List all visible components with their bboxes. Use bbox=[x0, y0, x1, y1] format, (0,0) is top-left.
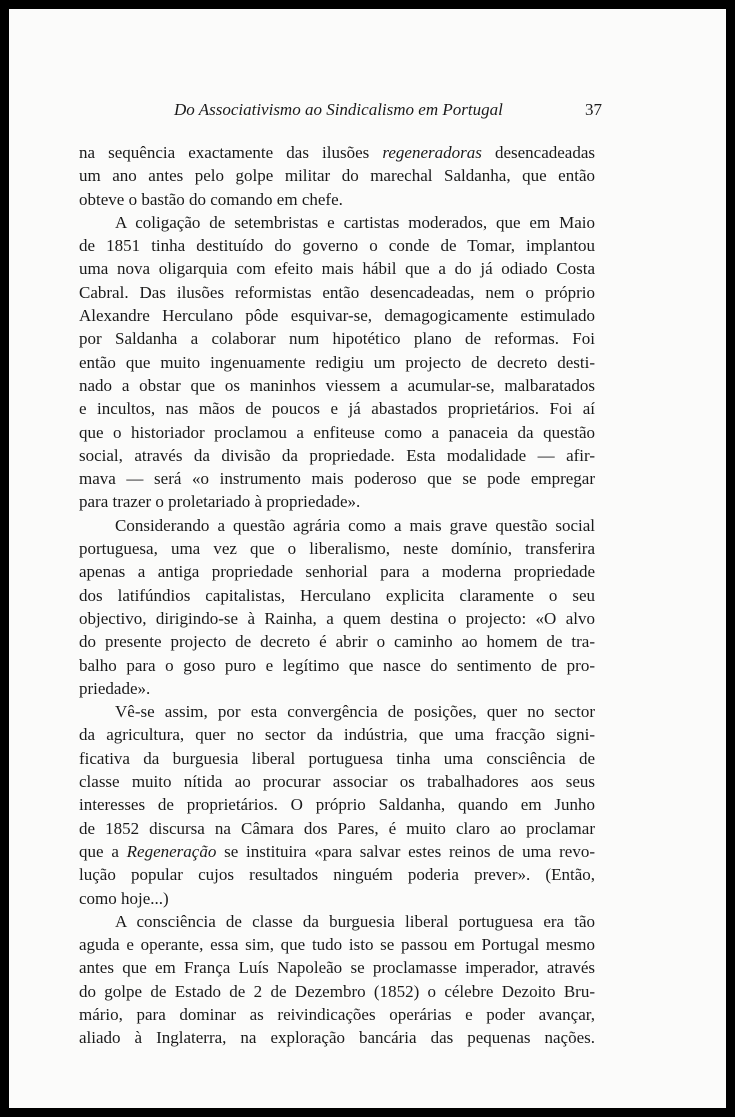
text-line: apenas a antiga propriedade senhorial para a moderna propriedade bbox=[79, 562, 595, 582]
text-line: de 1852 discursa na Câmara dos Pares, é muito claro ao proclamar bbox=[79, 818, 595, 838]
text-line: A coligação de setembristas e cartistas moderados, que em Maio bbox=[115, 212, 595, 232]
text-line: interesses de proprietários. O próprio Saldanha, quando em Junho bbox=[79, 795, 595, 815]
text-line: na sequência exactamente das ilusões regeneradoras desencadeadas bbox=[79, 143, 595, 162]
text-line: portuguesa, uma vez que o liberalismo, neste domínio, transferira bbox=[79, 539, 595, 559]
text-line: mava — será «o instrumento mais poderoso que se pode empregar bbox=[79, 469, 595, 489]
text-line: mário, para dominar as reivindicações operárias e poder avançar, bbox=[79, 1004, 595, 1024]
text-line: antes que em França Luís Napoleão se proclamasse imperador, através bbox=[79, 958, 595, 978]
text-line: Vê-se assim, por esta convergência de posições, quer no sector bbox=[115, 702, 595, 722]
text-line: nado a obstar que os maninhos viessem a acumular-se, malbaratados bbox=[79, 375, 595, 395]
text-line: Alexandre Herculano pôde esquivar-se, demagogicamente estimulado bbox=[79, 306, 595, 326]
text-line: da agricultura, quer no sector da indústria, que uma fracção signi- bbox=[79, 725, 595, 745]
text-line: Considerando a questão agrária como a mais grave questão social bbox=[115, 515, 595, 535]
text-line: ficativa da burguesia liberal portuguesa tinha uma consciência de bbox=[79, 748, 595, 768]
text-line: aliado à Inglaterra, na exploração bancária das pequenas nações. bbox=[79, 1028, 595, 1048]
text-line: uma nova oligarquia com efeito mais hábil que a do já odiado Costa bbox=[79, 259, 595, 279]
text-line: e incultos, nas mãos de poucos e já abastados proprietários. Foi aí bbox=[79, 399, 595, 419]
text-line: aguda e operante, essa sim, que tudo isto se passou em Portugal mesmo bbox=[79, 935, 595, 955]
text-line: que o historiador proclamou a enfiteuse como a panaceia da questão bbox=[79, 422, 595, 442]
text-line: que a Regeneração se instituira «para salvar estes reinos de uma revo- bbox=[79, 841, 595, 861]
text-line: por Saldanha a colaborar num hipotético plano de reformas. Foi bbox=[79, 329, 595, 349]
text-line: dos latifúndios capitalistas, Herculano explicita claramente o seu bbox=[79, 585, 595, 605]
text-line: para trazer o proletariado à propriedade». bbox=[79, 492, 361, 512]
text-line: priedade». bbox=[79, 678, 151, 698]
text-line: um ano antes pelo golpe militar do marechal Saldanha, que então bbox=[79, 166, 595, 186]
text-line: Cabral. Das ilusões reformistas então desencadeadas, nem o próprio bbox=[79, 282, 595, 302]
running-title: Do Associativismo ao Sindicalismo em Portugal bbox=[174, 100, 503, 119]
text-line: de 1851 tinha destituído do governo o conde de Tomar, implantou bbox=[79, 236, 595, 256]
text-line: lução popular cujos resultados ninguém poderia prever». (Então, bbox=[79, 865, 595, 885]
text-line: do golpe de Estado de 2 de Dezembro (1852) o célebre Dezoito Bru- bbox=[79, 981, 595, 1001]
body-text bbox=[79, 141, 595, 1050]
text-line: obteve o bastão do comando em chefe. bbox=[79, 189, 343, 209]
text-line: balho para o goso puro e legítimo que nasce do sentimento de pro- bbox=[79, 655, 595, 675]
book-page bbox=[9, 9, 726, 1108]
text-line: classe muito nítida ao procurar associar os trabalhadores aos seus bbox=[79, 772, 595, 792]
text-line: do presente projecto de decreto é abrir o caminho ao homem de tra- bbox=[79, 632, 595, 652]
text-line: então que muito ingenuamente redigiu um projecto de decreto desti- bbox=[79, 352, 595, 372]
text-line: objectivo, dirigindo-se à Rainha, a quem destina o projecto: «O alvo bbox=[79, 608, 595, 628]
text-line: como hoje...) bbox=[79, 888, 169, 908]
page-number: 37 bbox=[585, 100, 602, 119]
text-line: social, através da divisão da propriedade. Esta modalidade — afir- bbox=[79, 445, 595, 465]
text-line: A consciência de classe da burguesia liberal portuguesa era tão bbox=[115, 911, 595, 931]
